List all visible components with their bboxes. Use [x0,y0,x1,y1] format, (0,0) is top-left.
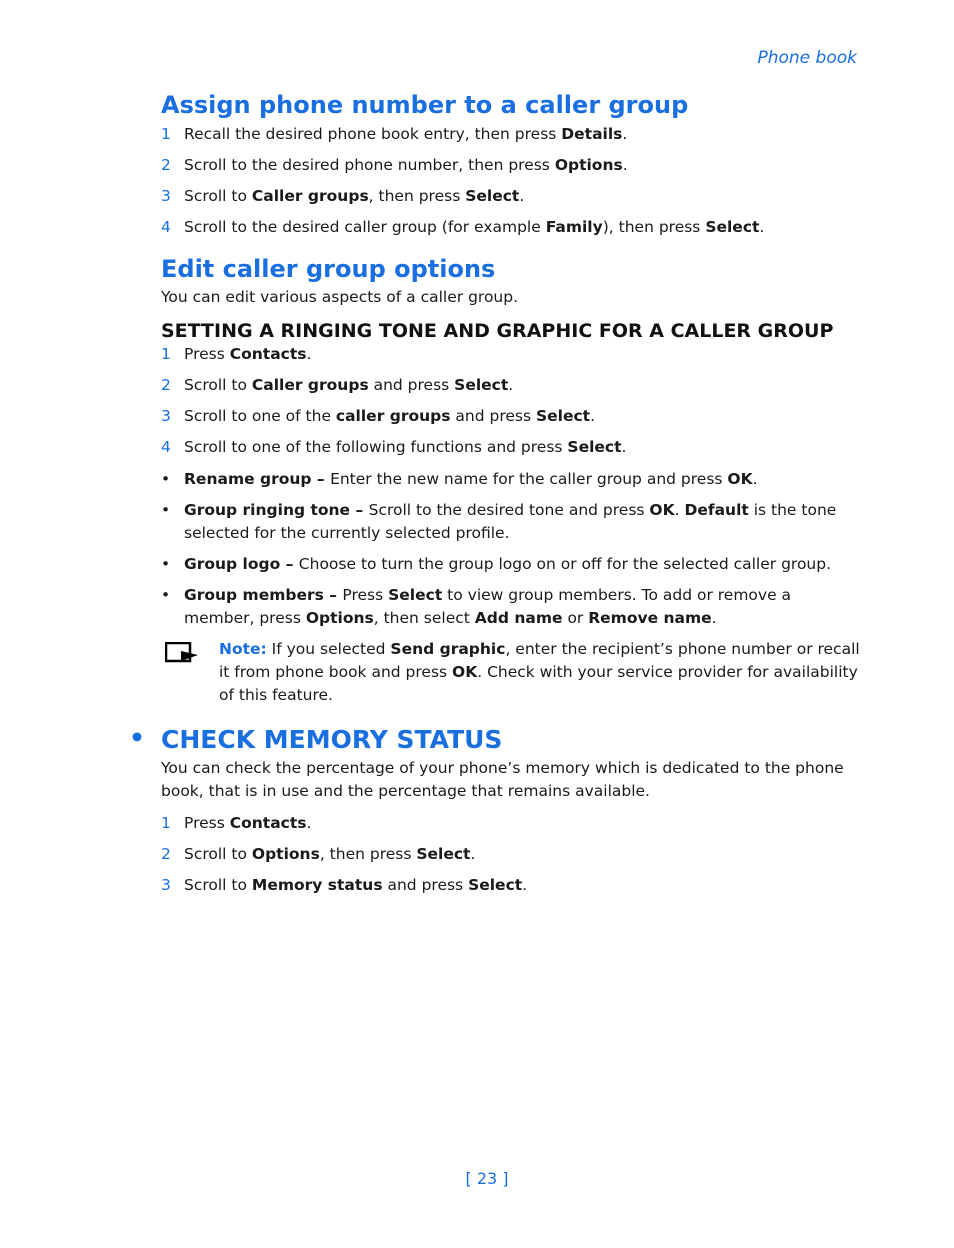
step-number: 2 [161,156,171,174]
step-number: 3 [161,187,171,205]
note-box: Note: If you selected Send graphic, enter the recipient’s phone number or recall it from phone book and press OK. Check with your service provider for availability of this feature. [161,638,861,707]
list-item: 1 Press Contacts. [161,343,861,366]
section-intro: You can edit various aspects of a caller group. [161,288,519,306]
bullet-dot: • [161,470,171,488]
list-item: 1 Recall the desired phone book entry, then press Details. [161,123,861,146]
section-title-memory: CHECK MEMORY STATUS [161,725,503,754]
step-number: 4 [161,218,171,236]
step-number: 1 [161,345,171,363]
list-item: 3 Scroll to Caller groups, then press Select. [161,185,861,208]
list-item: 2 Scroll to the desired phone number, then press Options. [161,154,861,177]
subsection-heading: SETTING A RINGING TONE AND GRAPHIC FOR A CALLER GROUP [161,320,834,342]
bullet-dot: • [161,555,171,573]
step-number: 1 [161,814,171,832]
bullet-dot: • [161,501,171,519]
step-number: 3 [161,876,171,894]
list-item: 4 Scroll to one of the following functions and press Select. [161,436,861,459]
heading-bullet: • [129,723,145,752]
list-item: • Group members – Press Select to view group members. To add or remove a member, press Options, then select Add name or Remove name. [161,586,792,627]
step-number: 4 [161,438,171,456]
note-label: Note: [219,640,267,658]
note-icon [165,642,199,664]
list-item: 4 Scroll to the desired caller group (for example Family), then press Select. [161,216,861,239]
list-item: 2 Scroll to Options, then press Select. [161,843,861,866]
list-item: 3 Scroll to Memory status and press Select. [161,874,861,897]
step-number: 3 [161,407,171,425]
bullet-dot: • [161,586,171,604]
list-item: 1 Press Contacts. [161,812,861,835]
step-number: 2 [161,845,171,863]
step-number: 2 [161,376,171,394]
running-head: Phone book [757,48,857,68]
list-item: • Rename group – Enter the new name for the caller group and press OK. [161,468,861,491]
section-title-assign: Assign phone number to a caller group [161,91,689,119]
section-title-edit: Edit caller group options [161,255,496,283]
list-item: • Group logo – Choose to turn the group logo on or off for the selected caller group. [161,553,861,576]
page-number: [ 23 ] [465,1169,509,1188]
section-intro: You can check the percentage of your phone’s memory which is dedicated to the phone book, that is in use and the percentage that remains available. [161,759,844,800]
list-item: 3 Scroll to one of the caller groups and press Select. [161,405,861,428]
list-item: 2 Scroll to Caller groups and press Select. [161,374,861,397]
step-number: 1 [161,125,171,143]
page-content [129,88,861,897]
list-item: • Group ringing tone – Scroll to the desired tone and press OK. Default is the tone selected for the currently selected profile. [161,501,837,542]
